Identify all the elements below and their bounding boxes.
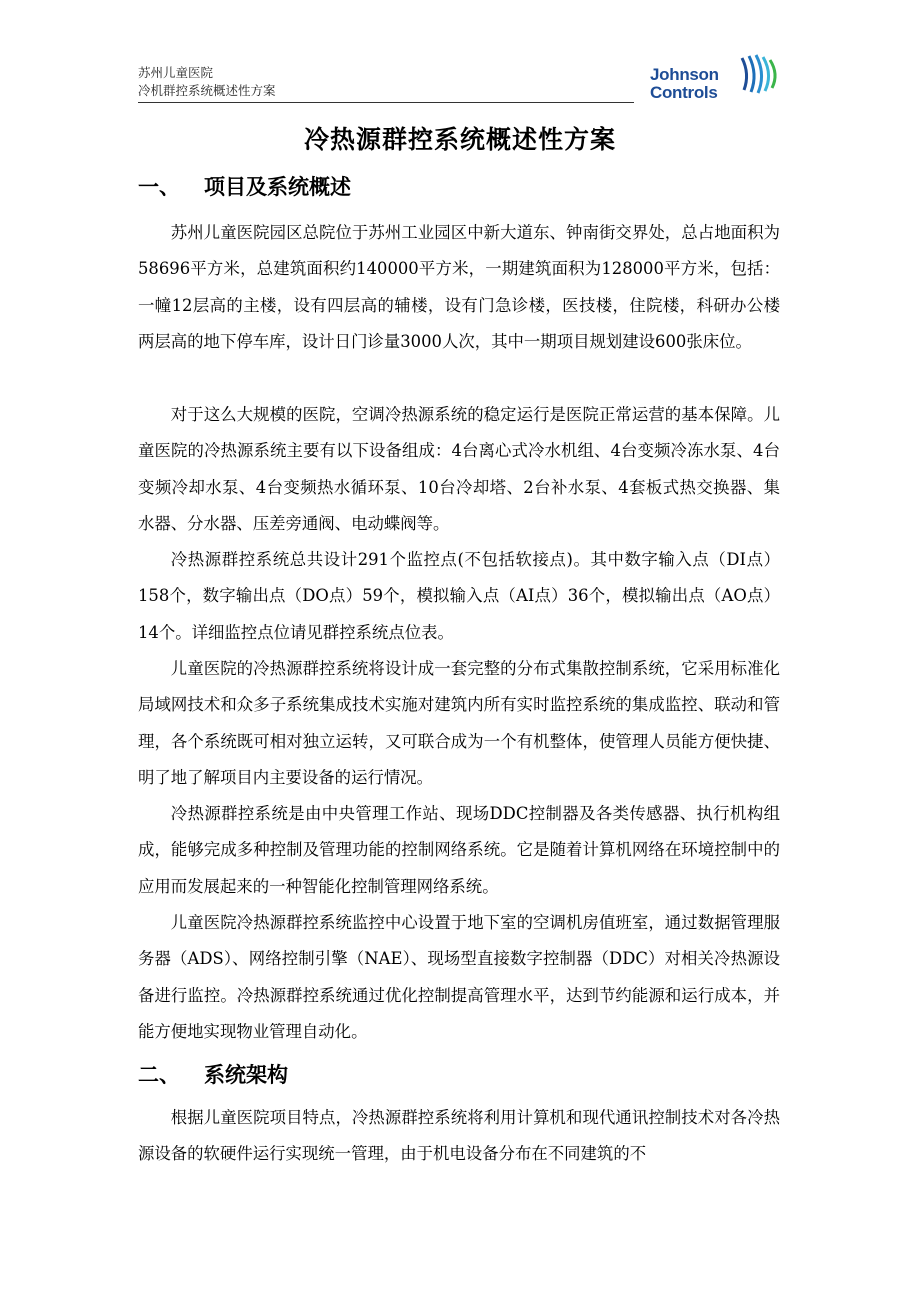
logo-wordmark-line1: Johnson [650, 65, 719, 84]
section-number: 二、 [138, 1063, 180, 1087]
section-number: 一、 [138, 175, 180, 199]
section-heading-2 [138, 1060, 288, 1090]
paragraph: 苏州儿童医院园区总院位于苏州工业园区中新大道东、钟南街交界处，总占地面积为58696平方米，总建筑面积约140000平方米，一期建筑面积为128000平方米，包括：一幢12层高的主楼，设有四层高的辅楼，设有门急诊楼，医技楼，住院楼，科研办公楼 两层高的地下停车库，设计日门诊量3000人次，其中一期项目规划建设600张床位。 [138, 223, 780, 351]
johnson-controls-icon [736, 54, 782, 94]
paragraph: 对于这么大规模的医院，空调冷热源系统的稳定运行是医院正常运营的基本保障。儿童医院的冷热源系统主要有以下设备组成：4台离心式冷水机组、4台变频冷冻水泵、4台变频冷却水泵、4台变频热水循环泵、10台冷却塔、2台补水泵、4套板式热交换器、集水器、分水器、压差旁通阀、电动蝶阀等。 [138, 405, 780, 533]
section-title: 项目及系统概述 [204, 175, 351, 199]
document-title: 冷热源群控系统概述性方案 [303, 125, 616, 154]
section-title: 系统架构 [204, 1063, 288, 1087]
paragraph: 冷热源群控系统总共设计291个监控点(不包括软接点)。其中数字输入点（DI点）158个，数字输出点（DO点）59个，模拟输入点（AI点）36个，模拟输出点（AO点）14个。详细监控点位请见群控系统点位表。 [138, 550, 780, 642]
page-header [138, 64, 778, 116]
paragraph: 儿童医院的冷热源群控系统将设计成一套完整的分布式集散控制系统，它采用标准化局域网技术和众多子系统集成技术实施对建筑内所有实时监控系统的集成监控、联动和管理，各个系统既可相对独立运转，又可联合成为一个有机整体，使管理人员能方便快捷、明了地了解项目内主要设备的运行情况。 [138, 659, 780, 787]
section-heading-1 [138, 172, 351, 202]
header-rule [138, 102, 634, 103]
header-document-name: 冷机群控系统概述性方案 [138, 83, 276, 98]
header-hospital-name: 苏州儿童医院 [138, 65, 214, 80]
logo-wordmark-line2: Controls [650, 83, 718, 102]
paragraph: 儿童医院冷热源群控系统监控中心设置于地下室的空调机房值班室，通过数据管理服务器（ADS）、网络控制引擎（NAE）、现场型直接数字控制器（DDC）对相关冷热源设备进行监控。冷热源群控系统通过优化控制提高管理水平，达到节约能源和运行成本，并能方便地实现物业管理自动化。 [138, 913, 780, 1041]
paragraph: 冷热源群控系统是由中央管理工作站、现场DDC控制器及各类传感器、执行机构组成，能够完成多种控制及管理功能的控制网络系统。它是随着计算机网络在环境控制中的应用而发展起来的一种智能化控制管理网络系统。 [138, 804, 780, 896]
header-text [138, 64, 276, 100]
logo-wordmark [650, 66, 719, 102]
paragraph: 根据儿童医院项目特点，冷热源群控系统将利用计算机和现代通讯控制技术对各冷热源设备的软硬件运行实现统一管理，由于机电设备分布在不同建筑的不 [138, 1108, 780, 1164]
johnson-controls-logo [650, 54, 780, 114]
